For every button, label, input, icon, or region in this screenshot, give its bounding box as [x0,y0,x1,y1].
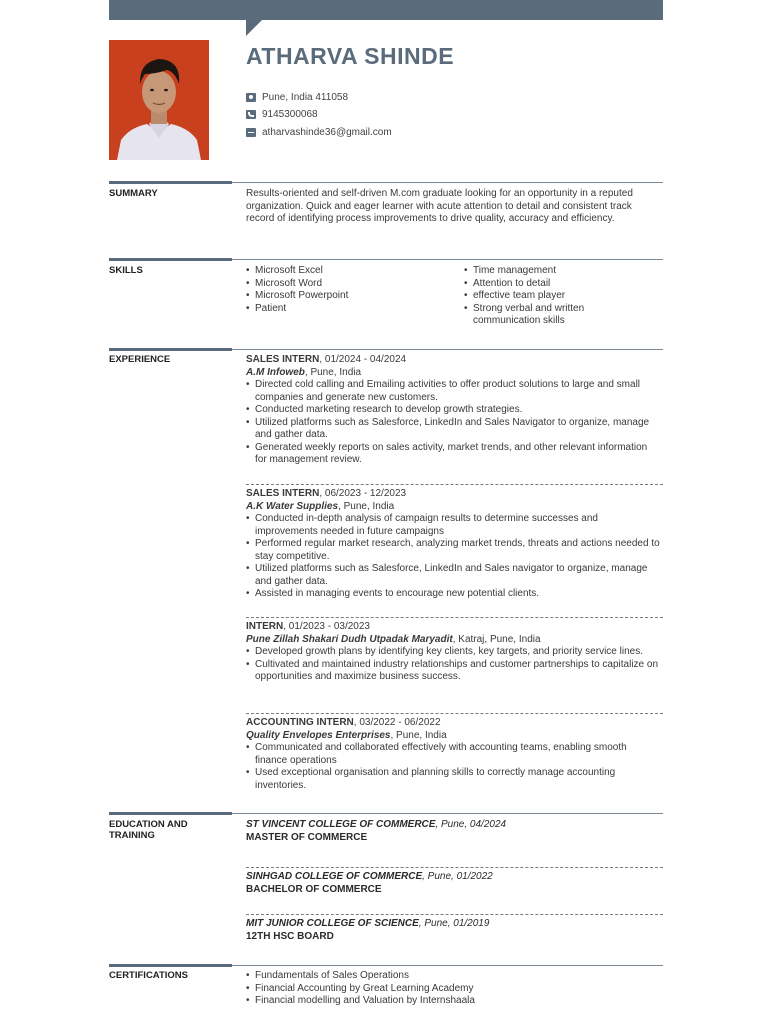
certification-item: • Fundamentals of Sales Operations [246,970,661,983]
job-bullet: • Utilized platforms such as Salesforce, LinkedIn and Sales navigator to organize, manage and gather data. [246,563,661,588]
job-entry [246,621,661,684]
education-title-rule [109,812,232,815]
contact-phone [246,109,318,120]
job-entry [246,488,661,601]
certifications-title-rule [109,964,232,967]
summary-paragraph: Results-oriented and self-driven M.com graduate looking for an opportunity in a reputed organization. Quick and eager learner with acute attention to detail and consistent track record of identifying process improvements to drive quality, accuracy and efficiency. [246,188,633,224]
certifications-list [246,970,661,1008]
education-entry [246,918,661,943]
job-bullet: • Directed cold calling and Emailing activities to offer product solutions to large and small companies and generate new customers. [246,379,661,404]
job-bullets [246,646,661,684]
company-location: , Katraj, Pune, India [452,633,541,645]
job-bullet: • Used exceptional organisation and planning skills to correctly manage accounting inventories. [246,767,661,792]
job-dates: , 01/2024 - 04/2024 [319,354,407,365]
phone-icon [246,110,256,119]
profile-photo [109,40,209,160]
school-line [246,871,661,884]
job-company [246,634,661,647]
job-divider [246,484,663,485]
education-entry [246,819,661,844]
experience-rule [232,349,663,350]
school-name: MIT JUNIOR COLLEGE OF SCIENCE [246,918,419,929]
skills-heading: SKILLS [109,265,143,276]
header-bar [109,0,663,20]
experience-title-rule [109,348,232,351]
job-title [246,717,661,730]
company-location: , Pune, India [304,366,362,378]
job-entry [246,354,661,467]
skill-item: • Microsoft Word [246,278,456,291]
job-bullets [246,513,661,601]
job-bullet: • Assisted in managing events to encourage new potential clients. [246,588,661,601]
job-entry [246,717,661,792]
job-divider [246,617,663,618]
school-detail: , Pune, 01/2019 [418,918,490,929]
skill-item: • Time management [464,265,624,278]
company-location: , Pune, India [338,500,395,512]
certification-item: • Financial modelling and Valuation by Internshaala [246,995,661,1008]
skills-rule [232,259,663,260]
job-dates: , 01/2023 - 03/2023 [283,621,370,632]
job-bullet: • Conducted marketing research to develop growth strategies. [246,404,661,417]
contact-email[interactable] [246,127,392,138]
school-line [246,819,661,832]
job-divider [246,713,663,714]
job-bullet: • Performed regular market research, analyzing market trends, threats and actions needed to stay competitive. [246,538,661,563]
summary-text [246,188,661,226]
certification-item: • Financial Accounting by Great Learning Academy [246,983,661,996]
summary-title-rule [109,181,232,184]
job-bullet: • Utilized platforms such as Salesforce, LinkedIn and Sales Navigator to organize, manage and gather data. [246,417,661,442]
job-company [246,501,661,514]
degree-name: 12TH HSC BOARD [246,930,334,942]
location-text: Pune, India 411058 [262,92,349,103]
summary-rule [232,182,663,183]
certifications-rule [232,965,663,966]
skill-item: • Patient [246,303,456,316]
job-title [246,488,661,501]
job-bullet: • Conducted in-depth analysis of campaign results to determine successes and improvements needed in future campaigns [246,513,661,538]
skill-item: • effective team player [464,290,624,303]
skills-title-rule [109,258,232,261]
skills-list-left [246,265,456,315]
job-bullet: • Generated weekly reports on sales activity, market trends, and other relevant information for management review. [246,442,661,467]
education-divider [246,867,663,868]
job-bullet: • Communicated and collaborated effectively with accounting teams, enabling smooth finance operations [246,742,661,767]
profile-photo-illustration [109,40,209,160]
phone-text: 9145300068 [262,109,318,120]
contact-location [246,92,348,103]
skill-item: • Attention to detail [464,278,624,291]
company-name: A.M Infoweb [246,366,305,378]
job-dates: , 06/2023 - 12/2023 [319,488,407,499]
company-location: , Pune, India [390,729,447,741]
job-bullets [246,742,661,792]
summary-heading: SUMMARY [109,188,158,199]
location-pin-icon [246,93,256,102]
email-icon [246,128,256,137]
education-rule [232,813,663,814]
job-bullets [246,379,661,467]
education-entry [246,871,661,896]
education-heading: EDUCATION AND TRAINING [109,819,188,841]
education-divider [246,914,663,915]
job-role: ACCOUNTING INTERN [246,717,354,728]
job-title [246,621,661,634]
job-company [246,730,661,743]
degree-name: MASTER OF COMMERCE [246,831,368,843]
header-notch [246,20,262,36]
school-line [246,918,661,931]
experience-heading: EXPERIENCE [109,354,171,365]
skills-list-right [464,265,624,328]
company-name: Pune Zillah Shakari Dudh Utpadak Maryadit [246,633,453,645]
degree-name: BACHELOR OF COMMERCE [246,883,382,895]
certifications-heading: CERTIFICATIONS [109,970,188,981]
job-company [246,367,661,380]
skill-item: • Microsoft Powerpoint [246,290,456,303]
school-name: SINHGAD COLLEGE OF COMMERCE [246,871,423,882]
candidate-name: ATHARVA SHINDE [246,43,455,69]
job-bullet: • Developed growth plans by identifying key clients, key targets, and priority service lines. [246,646,661,659]
job-role: SALES INTERN [246,354,320,365]
skill-item: • Strong verbal and written communication skills [464,303,624,328]
school-detail: , Pune, 04/2024 [435,819,507,830]
skill-item: • Microsoft Excel [246,265,456,278]
job-dates: , 03/2022 - 06/2022 [353,717,441,728]
company-name: Quality Envelopes Enterprises [246,729,391,741]
school-detail: , Pune, 01/2022 [422,871,493,882]
job-bullet: • Cultivated and maintained industry relationships and customer partnerships to capitalize on opportunities and maximize business success. [246,659,661,684]
school-name: ST VINCENT COLLEGE OF COMMERCE [246,819,436,830]
job-role: INTERN [246,621,284,632]
email-text[interactable]: atharvashinde36@gmail.com [262,127,392,138]
job-title [246,354,661,367]
company-name: A.K Water Supplies [246,500,339,512]
job-role: SALES INTERN [246,488,320,499]
